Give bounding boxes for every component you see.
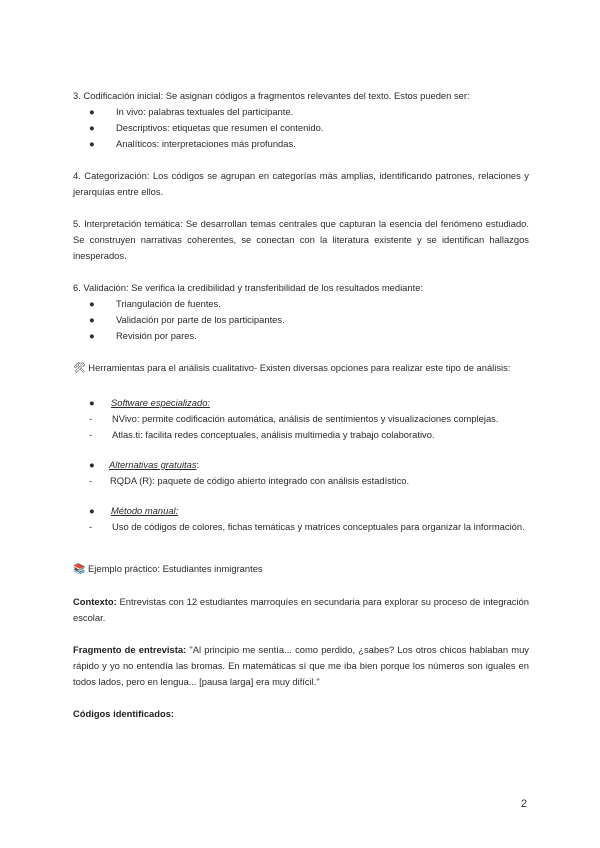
categorizacion-paragraph: 4. Categorización: Los códigos se agrupan en categorías más amplias, identificando patrones, relaciones y jerarquías entre ellos. xyxy=(73,170,529,197)
dash-icon: - xyxy=(89,429,93,440)
software-title: Software especializado: xyxy=(111,397,211,408)
bullet-icon: ● xyxy=(89,106,95,117)
fragmento-label: Fragmento de entrevista: xyxy=(73,644,187,655)
list-item: - Uso de códigos de colores, fichas temáticas y matrices conceptuales para organizar la información. xyxy=(73,519,529,535)
list-item: - NVivo: permite codificación automática, análisis de sentimientos y visualizaciones complejas. xyxy=(73,411,529,427)
manual-title: Método manual: xyxy=(111,505,179,516)
list-item: ● Descriptivos: etiquetas que resumen el contenido. xyxy=(73,120,529,136)
herramientas-intro: 🛠 Herramientas para el análisis cualitativo- Existen diversas opciones para realizar este tipo de análisis: xyxy=(73,362,511,374)
bullet-icon: ● xyxy=(89,397,95,408)
bullet-icon: ● xyxy=(89,122,95,133)
fragmento-paragraph: Fragmento de entrevista: "Al principio me sentía... como perdido, ¿sabes? Los otros chicos hablaban muy rápido y yo no entendía las bromas. En matemáticas sí que me iba bien porque los números son iguales en todos lados, pero en lengua... [pausa larga] era muy difícil." xyxy=(73,644,529,687)
contexto-paragraph: Contexto: Entrevistas con 12 estudiantes marroquíes en secundaria para explorar su proceso de integración escolar. xyxy=(73,596,529,623)
interpretacion-paragraph: 5. Interpretación temática: Se desarrollan temas centrales que capturan la esencia del fenómeno estudiado. Se construyen narrativas coherentes, se conectan con la literatura existente y se identifican hallazgos inesperados. xyxy=(73,218,529,261)
contexto-label: Contexto: xyxy=(73,596,117,607)
list-item: ● Validación por parte de los participantes. xyxy=(73,312,529,328)
codigos-heading: Códigos identificados: xyxy=(73,708,175,719)
group-title: ● Alternativas gratuitas: xyxy=(73,457,529,473)
alternativas-title: Alternativas gratuitas xyxy=(109,459,197,470)
list-item: ● Triangulación de fuentes. xyxy=(73,296,529,312)
ejemplo-title: 📚 Ejemplo práctico: Estudiantes inmigrantes xyxy=(73,563,263,575)
hammer-and-wrench-icon: 🛠 xyxy=(73,363,86,374)
manual-group xyxy=(73,503,529,535)
list-item: ● Revisión por pares. xyxy=(73,328,529,344)
codificacion-heading: 3. Codificación inicial: Se asignan códigos a fragmentos relevantes del texto. Estos pueden ser: xyxy=(73,90,470,101)
alternativas-group xyxy=(73,457,529,489)
dash-icon: - xyxy=(89,413,93,424)
bullet-icon: ● xyxy=(89,138,95,149)
page-number: 2 xyxy=(520,798,527,810)
dash-icon: - xyxy=(89,521,93,532)
codificacion-list xyxy=(73,104,529,152)
software-group xyxy=(73,395,529,443)
bullet-icon: ● xyxy=(89,330,95,341)
group-title xyxy=(73,503,529,519)
bullet-icon: ● xyxy=(89,298,95,309)
list-item: - RQDA (R): paquete de código abierto integrado con análisis estadístico. xyxy=(73,473,529,489)
books-icon: 📚 xyxy=(73,564,86,575)
list-item: ● In vivo: palabras textuales del participante. xyxy=(73,104,529,120)
list-item: - Atlas.ti: facilita redes conceptuales, análisis multimedia y trabajo colaborativo. xyxy=(73,427,529,443)
validacion-heading: 6. Validación: Se verifica la credibilidad y transferibilidad de los resultados mediante: xyxy=(73,282,424,293)
bullet-icon: ● xyxy=(89,314,95,325)
validacion-list xyxy=(73,296,529,344)
bullet-icon: ● xyxy=(89,459,95,470)
bullet-icon: ● xyxy=(89,505,95,516)
group-title xyxy=(73,395,529,411)
dash-icon: - xyxy=(89,475,93,486)
list-item: ● Analíticos: interpretaciones más profundas. xyxy=(73,136,529,152)
